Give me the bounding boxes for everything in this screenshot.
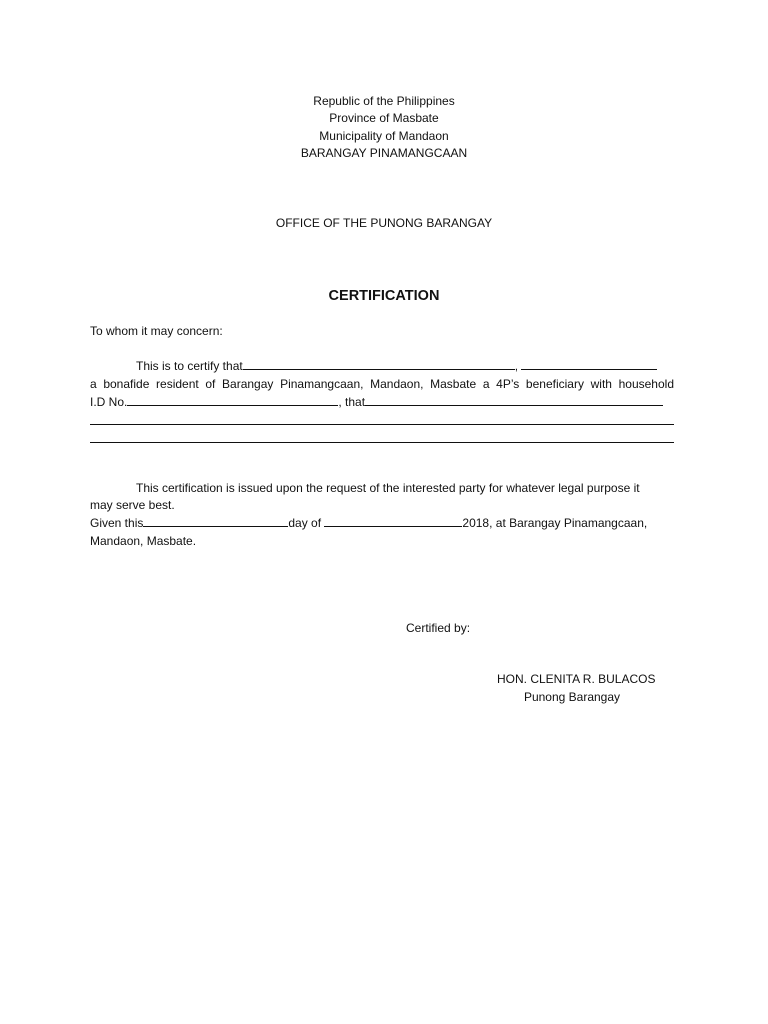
resident-line: a bonafide resident of Barangay Pinamangcaan, Mandaon, Masbate a 4P’s beneficiary with household xyxy=(90,377,674,391)
given-line xyxy=(90,515,647,532)
signatory-name: HON. CLENITA R. BULACOS xyxy=(497,672,656,686)
given-suffix: 2018, at Barangay Pinamangcaan, xyxy=(462,516,648,530)
certified-by-label: Certified by: xyxy=(406,621,471,635)
salutation: To whom it may concern: xyxy=(90,324,223,338)
purpose-line-1: This certification is issued upon the request of the interested party for whatever legal purpose it xyxy=(136,481,640,495)
statement-blank-3[interactable] xyxy=(90,442,674,443)
header-barangay: BARANGAY PINAMANGCAAN xyxy=(300,146,468,160)
document-title: CERTIFICATION xyxy=(328,288,440,304)
id-prefix: I.D No. xyxy=(90,395,128,409)
given-month-blank[interactable] xyxy=(324,515,462,527)
header-republic: Republic of the Philippines xyxy=(313,94,455,108)
office-title: OFFICE OF THE PUNONG BARANGAY xyxy=(275,216,493,230)
name-blank[interactable] xyxy=(243,358,515,370)
given-prefix: Given this xyxy=(90,516,144,530)
given-line-2: Mandaon, Masbate. xyxy=(90,534,197,548)
household-id-blank[interactable] xyxy=(127,394,338,406)
given-day-label: day of xyxy=(288,516,322,530)
purpose-line-2: may serve best. xyxy=(90,498,175,512)
statement-blank-2[interactable] xyxy=(90,424,674,425)
certify-line xyxy=(136,358,657,375)
age-status-blank[interactable] xyxy=(521,358,657,370)
header-province: Province of Masbate xyxy=(329,111,439,125)
statement-blank-1[interactable] xyxy=(365,394,663,406)
id-that: , that xyxy=(338,395,366,409)
signatory-position: Punong Barangay xyxy=(523,690,621,704)
certify-prefix: This is to certify that xyxy=(136,359,243,373)
given-day-blank[interactable] xyxy=(143,515,288,527)
certify-comma: , xyxy=(514,359,519,373)
household-id-line xyxy=(90,394,663,411)
header-municipality: Municipality of Mandaon xyxy=(319,129,449,143)
